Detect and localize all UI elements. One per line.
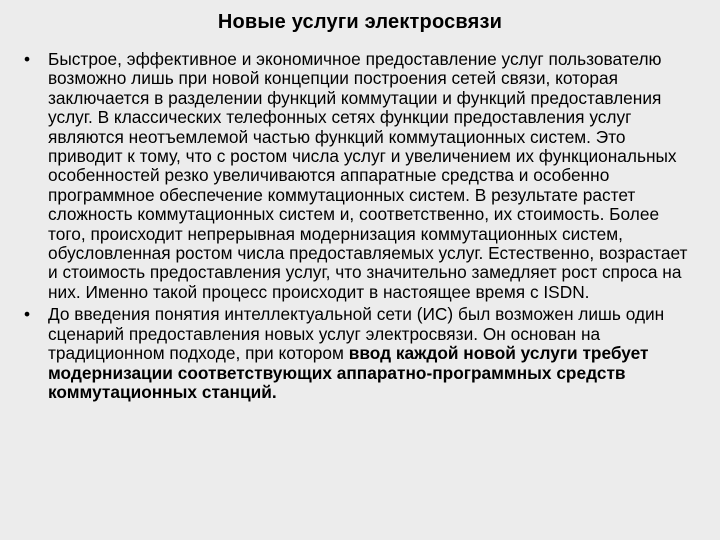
bullet-icon: • <box>23 304 31 325</box>
bullet-text: До введения понятия интеллектуальной сети (ИС) был возможен лишь один сценарий предоставления новых услуг электросвязи. Он основан на традиционном подходе, при котором <box>48 304 665 364</box>
slide-title: Новые услуги электросвязи <box>217 11 503 33</box>
bullet-item <box>20 305 700 402</box>
bullet-text: Быстрое, эффективное и экономичное предоставление услуг пользователю возможно лишь при новой концепции построения сетей связи, которая заключается в разделении функций коммутации и функций предоставления услуг. В классических телефонных сетях функции предоставления услуг являются неотъемлемой частью функций коммутационных систем. Это приводит к тому, что с ростом числа услуг и увеличением их функциональных особенностей резко увеличиваются аппаратные средства и особенно программное обеспечение коммутационных систем. В результате растет сложность коммутационных систем и, соответственно, их стоимость. Более того, происходит непрерывная модернизация коммутационных систем, обусловленная ростом числа предоставляемых услуг. Естественно, возрастает и стоимость предоставления услуг, что значительно замедляет рост спроса на них. Именно такой процесс происходит в настоящее время с ISDN. <box>48 49 688 302</box>
bullet-list <box>20 50 700 405</box>
bullet-icon: • <box>23 49 31 69</box>
bullet-bold-text: ввод каждой новой услуги требует модернизации соответствующих аппаратно-программных средств коммутационных станций. <box>48 343 649 402</box>
bullet-item <box>20 50 700 302</box>
